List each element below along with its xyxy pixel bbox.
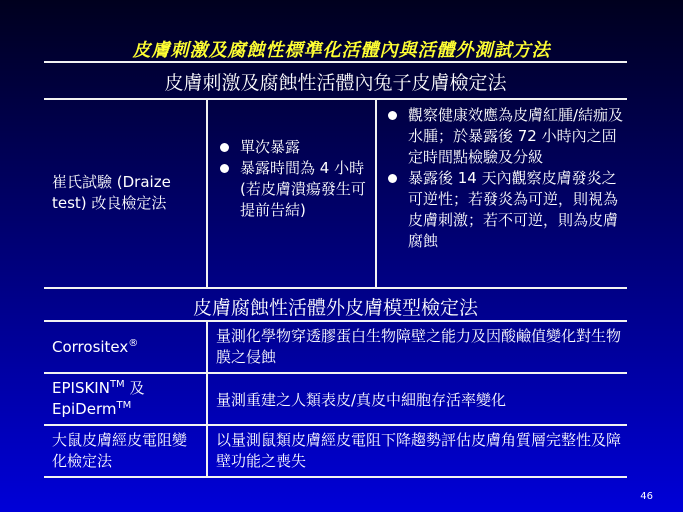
exposure-item: 暴露時間為 4 小時 (若皮膚潰瘍發生可提前告結) — [217, 158, 371, 221]
exposure-list — [217, 137, 371, 221]
rule-bottom — [44, 476, 627, 478]
row-corrositex-desc: 量測化學物穿透膠蛋白生物障壁之能力及因酸鹼值變化對生物膜之侵蝕 — [216, 327, 622, 366]
row-rat-ter-name: 大鼠皮膚經皮電阻變化檢定法 — [52, 431, 188, 470]
vline-s1-b — [375, 98, 377, 287]
rule-section1-header — [44, 98, 627, 100]
rule-section2-header — [44, 320, 627, 322]
section1-heading: 皮膚刺激及腐蝕性活體內兔子皮膚檢定法 — [164, 72, 507, 94]
slide-title: 皮膚刺激及腐蝕性標準化活體內與活體外測試方法 — [132, 40, 551, 61]
method-draize: 崔氏試驗 (Draize test) 改良檢定法 — [52, 173, 171, 212]
rule-row2 — [44, 424, 627, 426]
exposure-item: 單次暴露 — [217, 137, 371, 158]
observation-list — [385, 105, 625, 252]
section2-heading: 皮膚腐蝕性活體外皮膚模型檢定法 — [192, 297, 478, 319]
row-episkin-desc: 量測重建之人類表皮/真皮中細胞存活率變化 — [216, 391, 507, 409]
vline-s1-a — [206, 98, 208, 287]
row-episkin-name: EPISKIN™ 及 EpiDerm™ — [52, 379, 145, 418]
observation-item: 觀察健康效應為皮膚紅腫/結痂及水腫；於暴露後 72 小時內之固定時間點檢驗及分級 — [385, 105, 625, 168]
row-rat-ter-desc: 以量測鼠類皮膚經皮電阻下降趨勢評估皮膚角質層完整性及障壁功能之喪失 — [216, 431, 622, 470]
page-number: 46 — [640, 491, 653, 502]
observation-item: 暴露後 14 天內觀察皮膚發炎之可逆性；若發炎為可逆，則視為皮膚刺激；若不可逆，則為皮膚腐蝕 — [385, 168, 625, 252]
rule-section1-bottom — [44, 287, 627, 289]
row-corrositex-name: Corrositex® — [52, 338, 139, 356]
vline-s2 — [206, 320, 208, 476]
rule-row1 — [44, 372, 627, 374]
rule-top — [44, 61, 627, 63]
